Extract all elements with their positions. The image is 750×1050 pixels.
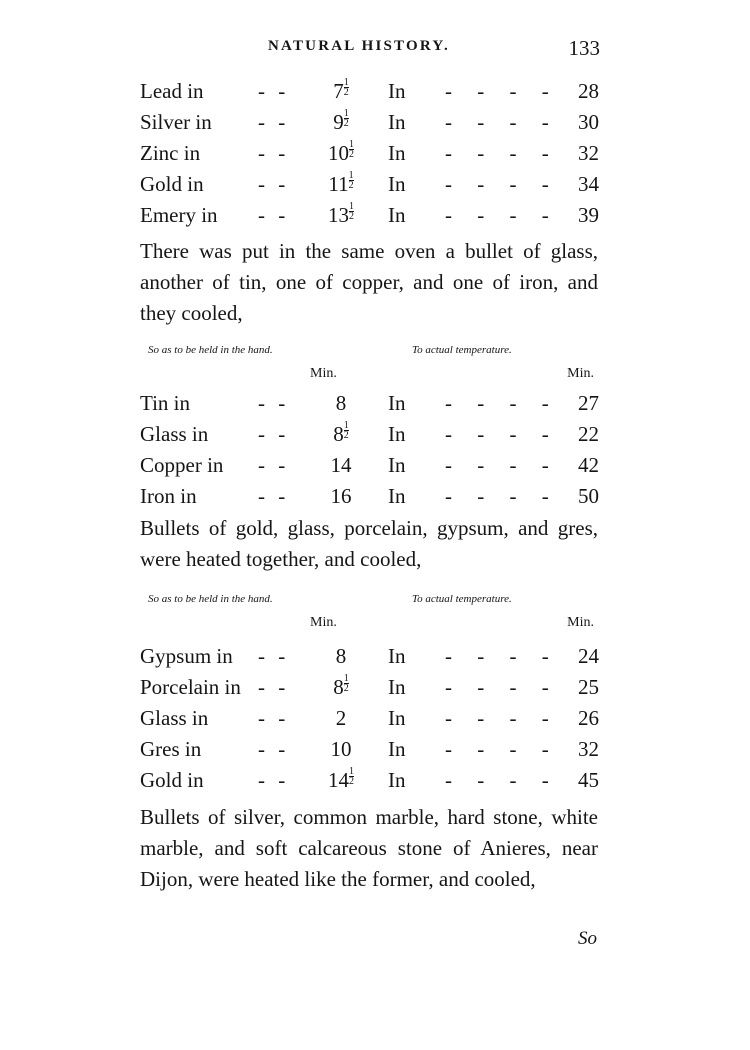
- leader-dashes: - -: [258, 203, 290, 227]
- minutes-to-actual-temperature: 28: [578, 79, 599, 103]
- table-row: [140, 641, 605, 672]
- value-whole: 10: [328, 141, 349, 165]
- value-whole: 10: [330, 737, 352, 761]
- table-row: [140, 76, 605, 107]
- in-label: In: [388, 110, 406, 134]
- minutes-held-in-hand: [318, 200, 364, 231]
- cooling-table-2: [140, 388, 605, 512]
- minutes-to-actual-temperature: 30: [578, 110, 599, 134]
- table-row: [140, 481, 605, 512]
- leader-dashes: - -: [258, 675, 290, 699]
- fraction-half: [344, 78, 349, 97]
- minutes-held-in-hand: [318, 138, 364, 169]
- fraction-numerator: 1: [348, 170, 354, 181]
- value-whole: 14: [328, 768, 349, 792]
- leader-dashes: - - - -: [445, 141, 559, 165]
- value-whole: 16: [330, 484, 352, 508]
- unit-label-right: Min.: [567, 366, 594, 381]
- minutes-to-actual-temperature: 27: [578, 391, 599, 415]
- substance-name: Lead in: [140, 79, 204, 103]
- value-whole: 8: [335, 391, 347, 415]
- minutes-to-actual-temperature: 39: [578, 203, 599, 227]
- leader-dashes: - - - -: [445, 737, 559, 761]
- fraction-numerator: 1: [349, 201, 354, 212]
- minutes-to-actual-temperature: 22: [578, 422, 599, 446]
- value-whole: 2: [335, 706, 347, 730]
- table-row: [140, 107, 605, 138]
- minutes-held-in-hand: [318, 419, 364, 450]
- minutes-to-actual-temperature: 32: [578, 737, 599, 761]
- cooling-table-3: [140, 641, 605, 796]
- fraction-denominator: 2: [343, 87, 349, 98]
- table-row: [140, 765, 605, 796]
- leader-dashes: - -: [258, 484, 290, 508]
- minutes-held-in-hand: [318, 734, 364, 765]
- leader-dashes: - - - -: [445, 453, 559, 477]
- value-whole: 8: [335, 644, 347, 668]
- minutes-held-in-hand: [318, 169, 364, 200]
- column-header-left: So as to be held in the hand.: [148, 593, 273, 605]
- substance-name: Iron in: [140, 484, 197, 508]
- leader-dashes: - -: [258, 172, 290, 196]
- minutes-to-actual-temperature: 24: [578, 644, 599, 668]
- minutes-to-actual-temperature: 45: [578, 768, 599, 792]
- table-row: [140, 388, 605, 419]
- minutes-held-in-hand: [318, 76, 364, 107]
- minutes-held-in-hand: [318, 703, 364, 734]
- fraction-denominator: 2: [349, 211, 354, 222]
- fraction-numerator: 1: [343, 420, 349, 431]
- leader-dashes: - - - -: [445, 110, 559, 134]
- substance-name: Gres in: [140, 737, 202, 761]
- leader-dashes: - -: [258, 737, 290, 761]
- minutes-held-in-hand: [318, 641, 364, 672]
- leader-dashes: - - - -: [445, 422, 559, 446]
- leader-dashes: - -: [258, 768, 290, 792]
- value-whole: 9: [333, 110, 344, 134]
- leader-dashes: - -: [258, 422, 290, 446]
- substance-name: Copper in: [140, 453, 224, 477]
- unit-label-left: Min.: [310, 615, 337, 630]
- leader-dashes: - -: [258, 79, 290, 103]
- column-header-right: To actual temperature.: [412, 593, 512, 605]
- value-whole: 8: [333, 422, 344, 446]
- substance-name: Gypsum in: [140, 644, 233, 668]
- minutes-to-actual-temperature: 32: [578, 141, 599, 165]
- leader-dashes: - - - -: [445, 391, 559, 415]
- in-label: In: [388, 644, 406, 668]
- leader-dashes: - - - -: [445, 675, 559, 699]
- substance-name: Gold in: [140, 172, 204, 196]
- in-label: In: [388, 706, 406, 730]
- table-row: [140, 200, 605, 231]
- minutes-held-in-hand: [318, 450, 364, 481]
- minutes-to-actual-temperature: 34: [578, 172, 599, 196]
- minutes-held-in-hand: [318, 388, 364, 419]
- leader-dashes: - - - -: [445, 203, 559, 227]
- value-whole: 8: [333, 675, 344, 699]
- minutes-held-in-hand: [318, 765, 364, 796]
- leader-dashes: - -: [258, 453, 290, 477]
- in-label: In: [388, 422, 406, 446]
- substance-name: Glass in: [140, 422, 209, 446]
- in-label: In: [388, 737, 406, 761]
- substance-name: Zinc in: [140, 141, 201, 165]
- minutes-to-actual-temperature: 26: [578, 706, 599, 730]
- leader-dashes: - -: [258, 110, 290, 134]
- in-label: In: [388, 768, 406, 792]
- minutes-held-in-hand: [318, 481, 364, 512]
- fraction-half: [344, 421, 349, 440]
- minutes-to-actual-temperature: 25: [578, 675, 599, 699]
- running-head: NATURAL HISTORY.: [268, 38, 450, 54]
- fraction-denominator: 2: [349, 149, 354, 160]
- substance-name: Glass in: [140, 706, 209, 730]
- minutes-held-in-hand: [318, 107, 364, 138]
- substance-name: Emery in: [140, 203, 218, 227]
- unit-label-right: Min.: [567, 615, 594, 630]
- fraction-half: [349, 767, 354, 786]
- table-row: [140, 419, 605, 450]
- leader-dashes: - -: [258, 141, 290, 165]
- fraction-half: [349, 140, 354, 159]
- fraction-half: [349, 202, 354, 221]
- fraction-denominator: 2: [343, 118, 349, 129]
- minutes-to-actual-temperature: 42: [578, 453, 599, 477]
- in-label: In: [388, 79, 406, 103]
- in-label: In: [388, 141, 406, 165]
- fraction-denominator: 2: [343, 430, 349, 441]
- table-3-subheader: [140, 593, 600, 629]
- value-whole: 11: [328, 172, 349, 196]
- table-row: [140, 734, 605, 765]
- fraction-half: [349, 171, 354, 190]
- paragraph-3: Bullets of silver, common marble, hard stone, white marble, and soft calcareous stone of Anieres, near Dijon, were heated like the former, and cooled,: [140, 805, 598, 891]
- table-row: [140, 450, 605, 481]
- paragraph-2: Bullets of gold, glass, porcelain, gypsum, and gres, were heated together, and cooled,: [140, 516, 598, 571]
- leader-dashes: - - - -: [445, 172, 559, 196]
- value-whole: 14: [330, 453, 352, 477]
- leader-dashes: - -: [258, 644, 290, 668]
- minutes-to-actual-temperature: 50: [578, 484, 599, 508]
- cooling-table-1: [140, 76, 605, 231]
- leader-dashes: - - - -: [445, 79, 559, 103]
- leader-dashes: - - - -: [445, 484, 559, 508]
- substance-name: Porcelain in: [140, 675, 241, 699]
- in-label: In: [388, 484, 406, 508]
- fraction-numerator: 1: [343, 108, 349, 119]
- column-header-right: To actual temperature.: [412, 344, 512, 356]
- fraction-numerator: 1: [343, 673, 349, 684]
- value-whole: 7: [333, 79, 344, 103]
- in-label: In: [388, 391, 406, 415]
- table-row: [140, 672, 605, 703]
- fraction-numerator: 1: [349, 766, 354, 777]
- in-label: In: [388, 675, 406, 699]
- paragraph-1: There was put in the same oven a bullet of glass, another of tin, one of copper, and one of iron, and they cooled,: [140, 239, 598, 325]
- leader-dashes: - -: [258, 706, 290, 730]
- leader-dashes: - -: [258, 391, 290, 415]
- unit-label-left: Min.: [310, 366, 337, 381]
- column-header-left: So as to be held in the hand.: [148, 344, 273, 356]
- table-row: [140, 169, 605, 200]
- table-row: [140, 138, 605, 169]
- fraction-denominator: 2: [349, 776, 354, 787]
- minutes-held-in-hand: [318, 672, 364, 703]
- substance-name: Gold in: [140, 768, 204, 792]
- in-label: In: [388, 172, 406, 196]
- fraction-half: [344, 109, 349, 128]
- fraction-denominator: 2: [348, 180, 354, 191]
- table-row: [140, 703, 605, 734]
- fraction-half: [344, 674, 349, 693]
- leader-dashes: - - - -: [445, 706, 559, 730]
- value-whole: 13: [328, 203, 349, 227]
- page-number: 133: [568, 36, 600, 60]
- table-2-subheader: [140, 344, 600, 380]
- page-header: [140, 36, 600, 66]
- leader-dashes: - - - -: [445, 768, 559, 792]
- in-label: In: [388, 453, 406, 477]
- in-label: In: [388, 203, 406, 227]
- catchword: So: [578, 928, 597, 949]
- substance-name: Tin in: [140, 391, 191, 415]
- substance-name: Silver in: [140, 110, 212, 134]
- leader-dashes: - - - -: [445, 644, 559, 668]
- fraction-numerator: 1: [343, 77, 349, 88]
- fraction-denominator: 2: [343, 683, 349, 694]
- fraction-numerator: 1: [349, 139, 354, 150]
